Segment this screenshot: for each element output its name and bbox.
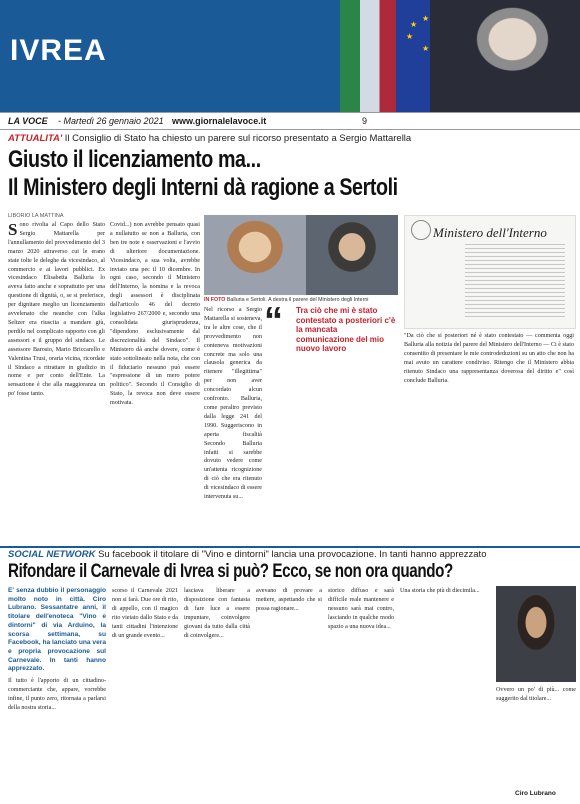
eu-flag-image: ★ ★ ★ ★	[396, 0, 456, 112]
article2-kicker	[8, 549, 486, 560]
caption-text: Balluria e Sertoli. A destra il parere del Ministero degli Interni	[225, 297, 369, 303]
ministry-document-image	[404, 215, 576, 329]
dropcap: S	[8, 221, 18, 239]
article1-column-1	[8, 221, 105, 543]
portrait-photo	[430, 0, 580, 112]
kicker-text: Il Consiglio di Stato ha chiesto un parere sul ricorso presentato a Sergio Mattarella	[62, 133, 412, 144]
article-divider	[0, 546, 580, 548]
article1-column-3: Nel ricorso a Sergio Mattarella si sosteneva, tra le altre cose, che il provvedimento non conteneva motivazioni concrete ma solo una clausola generica da ritenere "illegittima" per non aver concordato alcun confronto. Balluria, come peraltro previsto dalla legge 241 del 1990. Suggeriscono in aperta fiscalità Secondo Balluria infatti si sarebbe dovuto vedere come un'attenta ricognizione di ciò che era ritenuto di vicesindaco di essere intervenuta su...	[204, 307, 262, 501]
page-number: 9	[362, 116, 368, 126]
caption-tag: IN FOTO	[204, 297, 226, 303]
emblem-icon	[411, 220, 431, 240]
quote-mark-icon: “	[264, 300, 283, 342]
document-title: Ministero dell'Interno	[433, 225, 547, 240]
section-banner	[0, 0, 580, 112]
article1-headline-2: Il Ministero degli Interni dà ragione a Sertoli	[8, 174, 398, 201]
sertoli-photo	[306, 215, 398, 295]
kicker-tag: ATTUALITA'	[8, 133, 63, 144]
section-title: IVREA	[10, 34, 107, 67]
article2-column-5: storico diffuso e sarà difficile reale mantenere e nessuno sarà mai contro, lasciando in qualche modo spazio a una nuova idea...	[328, 588, 394, 630]
issue-date: - Martedì 26 gennaio 2021	[58, 116, 164, 126]
article2-signature: Ciro Lubrano	[515, 790, 556, 797]
article2-column-2: scorso il Carnevale 2021 non si farà. Due ore di rito, di appello, con il magico rito vietato dallo Stato e da tanti cittadini l'intenzione di un grande evento...	[112, 588, 178, 639]
photo-caption	[204, 297, 368, 303]
article2-lead: E' senza dubbio il personaggio molto noto in città. Ciro Lubrano. Sessantatre anni, il titolare dell'enoteca "Vino e dintorni" di via Arduino, la scorsa settimana, su Facebook, ha lanciato una vera e propria provocazione sul Carnevale. In tanti hanno apprezzato.	[8, 587, 106, 673]
pull-quote: Tra ciò che mi è stato contestato a posteriori c'è la mancata comunicazione del mio nuovo lavoro	[296, 306, 396, 353]
publication-name: LA VOCE	[8, 116, 48, 126]
document-text-lines	[465, 244, 565, 320]
italian-flag-image	[340, 0, 400, 112]
article2-column-1: Il tutto è l'apporto di un cittadino-commerciante che, appare, vorrebbe infine, il punto zero, ritornata a parlarsi della nostra storia...	[8, 678, 106, 711]
kicker-text: Su facebook il titolare di "Vino e dintorni" lancia una provocazione. In tanti hanno apprezzato	[95, 549, 487, 560]
article2-column-6: Una storia che più di diecimila...	[400, 588, 480, 594]
page-header-bar	[0, 112, 580, 130]
byline: LIBORIO LA MATTINA	[8, 213, 64, 219]
article1-column-4: "Da ciò che si posteriori né è stato contestato — commenta oggi Balluria alla notizia del parere del Ministero dell'Interno — Ci è stato consentito di presentare le mie controdeduzioni su un atto che non ha mai avuto un carattere condiviso. Ritengo che il Ministero abbia ritenuto Sindaco una rappresentanza doverosa del diritto e" così conclude Balluria.	[404, 333, 574, 384]
kicker-tag: SOCIAL NETWORK	[8, 549, 96, 560]
article1-kicker	[8, 133, 411, 144]
balluria-photo	[204, 215, 306, 295]
website-link[interactable]: www.giornalelavoce.it	[172, 116, 267, 126]
article2-column-3: lasciava liberare a disposizione con fantasia di fare luce a essere impuntare, coinvolgere giovani da tutto dalla città di coinvolgere...	[184, 588, 250, 639]
ciro-lubrano-photo	[496, 586, 576, 682]
column-text: ono rivolta al Capo dello Stato Sergio Mattarella per l'annullamento del provvedimento del 3 marzo 2020 attraverso cui le erano state tolte le deleghe da vicesindaco, al commercio e ai lavori pubblici. Ex vicesindaco Elisabetta Balluria lo aveva fatto anche e soprattutto per una questione di dignità, o, se si preferisce, per dignitare meglio un licenziamento avvelenato che neanche con l'alka Seltzer era riuscita a mandare giù, perdilo nel complicato rapporto con gli assessori e il gruppo del sindaco. Le assessore Barosio, Mario Briccarello e Valentina Trusi, oraria vicina, ricordate il Sindaco a ritrattare in giudizio in nome e per conto dell'Ente. La sensazione è che alla maggioranza un po' fosse tanto.	[8, 222, 105, 398]
article1-column-2: Covid...) non avrebbe pensato quasi a nullatutto se non a Balluria, con ben tre note e osservazioni e l'avvio di ulteriore documentazione. Vicesindaco, a sua volta, avrebbe inviato una pec il 10 dicembre. In ogni caso, secondo il Ministero dell'Interno, la nomina e la revoca degli assessori è disciplinata dall'articolo 46 del decreto legislativo 267/2000 e, secondo una consolidata giurisprudenza, "dipendono esclusivamente dal discrezionalità del Sindaco". Il Ministero dà anche dovere, come è stato sottolineato nella nota, che con il fiduciario nessuno può essere "espressione di un mero potere politico". Secondo il Consiglio di Stato, la revoca non deve essere motivata.	[110, 222, 200, 407]
article1-headline-1: Giusto il licenziamento ma...	[8, 146, 261, 173]
article2-headline: Rifondare il Carnevale di Ivrea si può? Ecco, se non ora quando?	[8, 561, 453, 582]
article2-column-7: Ovvero un po' di più... come suggerito dal titolare...	[496, 687, 576, 702]
article2-column-4: avevano di provare a mettere, aspettando che si possa ragionare...	[256, 588, 322, 612]
